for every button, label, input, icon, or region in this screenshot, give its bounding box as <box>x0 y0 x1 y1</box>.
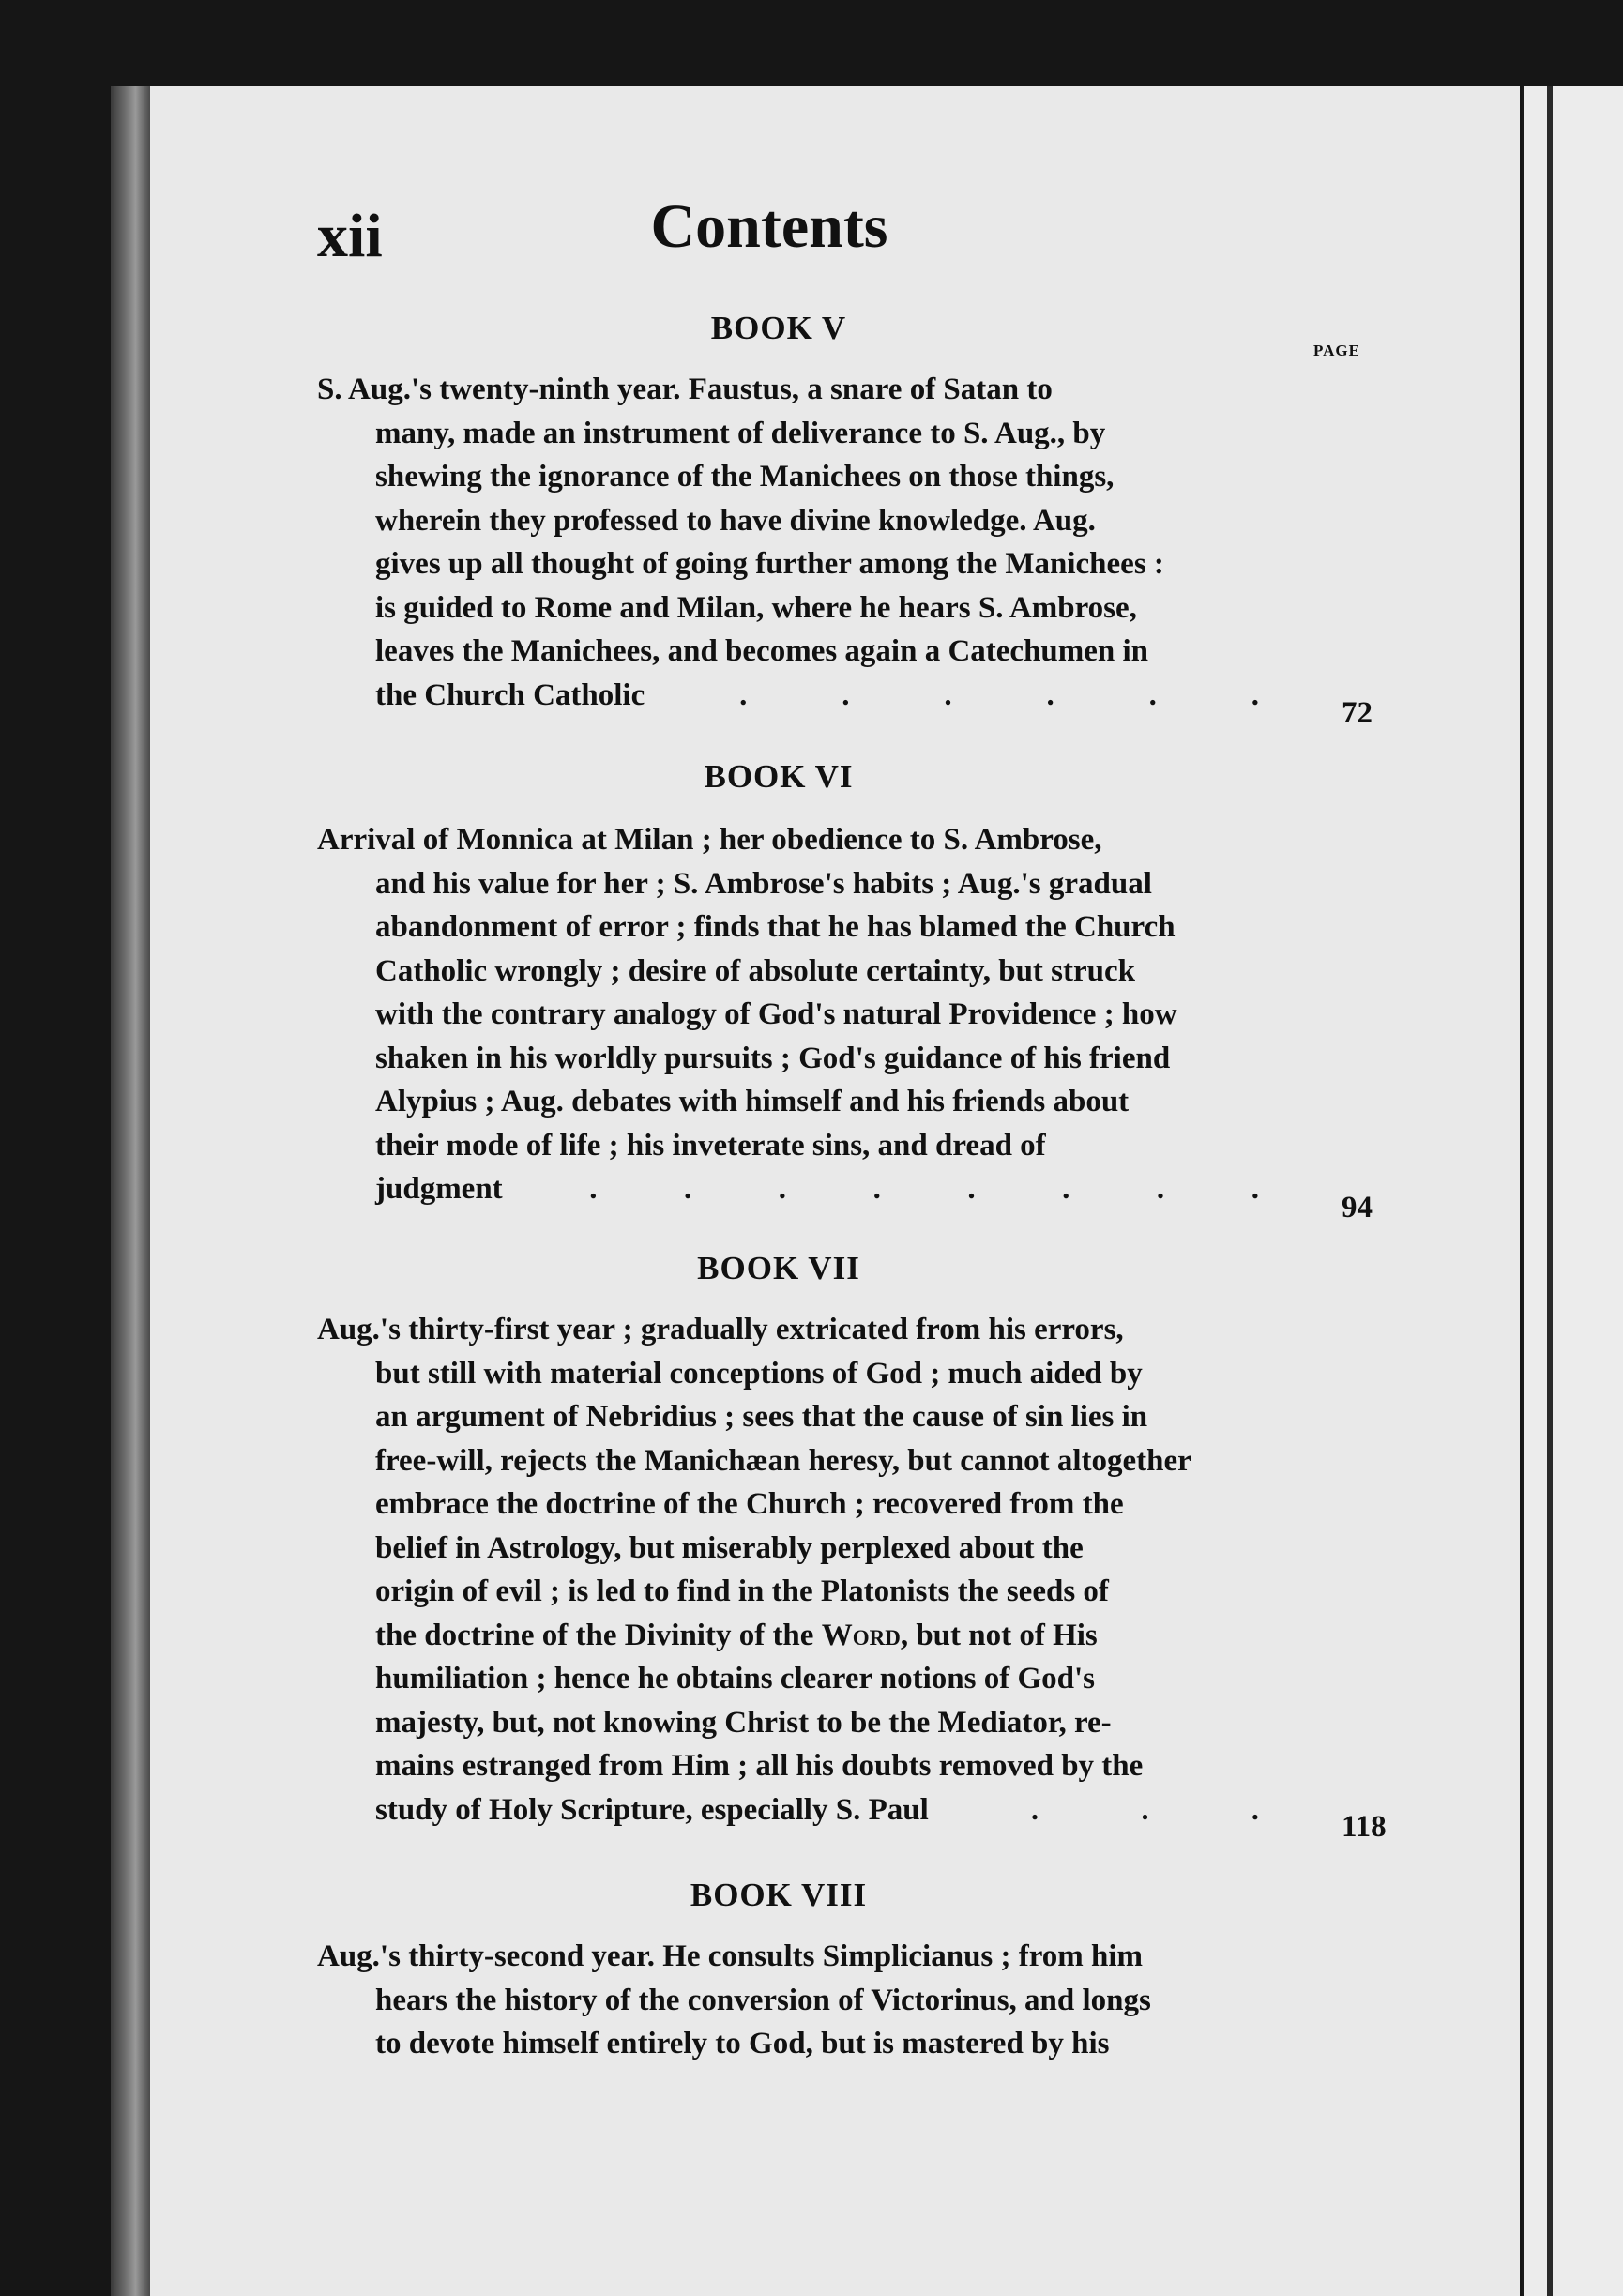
entry-line: humiliation ; hence he obtains clearer notions of God's <box>375 1662 1095 1695</box>
entry-line: judgment <box>375 1172 503 1206</box>
leader-dot: . <box>1251 677 1259 712</box>
page <box>150 86 1520 2296</box>
leader-dot: . <box>1156 1172 1165 1206</box>
entry-line: majesty, but, not knowing Christ to be the Mediator, re- <box>375 1705 1112 1740</box>
leader-dot: . <box>739 677 748 712</box>
entry-line: wherein they professed to have divine knowledge. Aug. <box>375 503 1096 538</box>
entry-last-line <box>317 674 1259 718</box>
leader-dot: . <box>684 1172 692 1206</box>
leader-dot: . <box>1141 1792 1149 1827</box>
entry-line: shewing the ignorance of the Manichees on those things, <box>375 460 1115 494</box>
entry-line: and his value for her ; S. Ambrose's habits ; Aug.'s gradual <box>375 866 1152 901</box>
book-heading: BOOK VI <box>704 758 854 795</box>
entry-line: but still with material conceptions of God ; much aided by <box>375 1356 1143 1391</box>
book-heading: BOOK VII <box>697 1250 860 1286</box>
leader-dot: . <box>1251 1172 1259 1206</box>
entry-line: with the contrary analogy of God's natural Providence ; how <box>375 997 1177 1031</box>
entry-line: Catholic wrongly ; desire of absolute certainty, but struck <box>375 953 1135 988</box>
entry-page-number: 118 <box>1342 1810 1387 1844</box>
contents-entry <box>317 818 1259 1211</box>
leader-dot: . <box>1251 1792 1259 1827</box>
page-number: xii <box>317 202 383 270</box>
entry-line: leaves the Manichees, and becomes again a Catechumen in <box>375 634 1149 668</box>
leader-dot: . <box>967 1172 976 1206</box>
entry-line: abandonment of error ; finds that he has blamed the Church <box>375 910 1176 944</box>
entry-last-line <box>317 1167 1259 1211</box>
contents-entry <box>317 1308 1259 1832</box>
entry-line: many, made an instrument of deliverance to S. Aug., by <box>375 416 1106 450</box>
entry-line: to devote himself entirely to God, but is mastered by his <box>375 2027 1110 2060</box>
entry-line: shaken in his worldly pursuits ; God's guidance of his friend <box>375 1041 1171 1075</box>
entry-line: the Church Catholic <box>375 677 645 712</box>
entry-line: the doctrine of the Divinity of the Word, but not of His <box>375 1618 1098 1652</box>
entry-line: mains estranged from Him ; all his doubts removed by the <box>375 1749 1144 1783</box>
page-title: Contents <box>650 192 888 261</box>
entry-line: S. Aug.'s twenty-ninth year. Faustus, a snare of Satan to <box>317 373 1053 406</box>
entry-page-number: 94 <box>1342 1191 1373 1224</box>
book-spine <box>111 86 156 2296</box>
page-gutter <box>1547 86 1553 2296</box>
leader-dot: . <box>842 677 850 712</box>
entry-line: hears the history of the conversion of Victorinus, and longs <box>375 1983 1151 2017</box>
contents-entry <box>317 368 1259 717</box>
entry-line: their mode of life ; his inveterate sins, and dread of <box>375 1128 1046 1163</box>
entry-line: study of Holy Scripture, especially S. Paul <box>375 1792 929 1827</box>
facing-page-edge <box>1522 86 1623 2296</box>
entry-line: is guided to Rome and Milan, where he hears S. Ambrose, <box>375 590 1137 625</box>
contents-entry <box>317 1935 1259 2066</box>
leader-dot: . <box>872 1172 881 1206</box>
leader-dot: . <box>1046 677 1054 712</box>
leader-dot: . <box>1062 1172 1070 1206</box>
entry-line: an argument of Nebridius ; sees that the cause of sin lies in <box>375 1400 1148 1434</box>
entry-last-line <box>317 1788 1259 1832</box>
book-heading: BOOK VIII <box>690 1877 868 1913</box>
entry-line: Arrival of Monnica at Milan ; her obedience to S. Ambrose, <box>317 823 1102 857</box>
leader-dot: . <box>589 1172 598 1206</box>
leader-dot: . <box>778 1172 787 1206</box>
leader-dot: . <box>944 677 952 712</box>
entry-line: embrace the doctrine of the Church ; recovered from the <box>375 1487 1124 1521</box>
book-heading: BOOK V <box>710 310 847 346</box>
entry-page-number: 72 <box>1342 696 1373 730</box>
entry-line: gives up all thought of going further among the Manichees : <box>375 547 1164 581</box>
entry-line: origin of evil ; is led to find in the Platonists the seeds of <box>375 1574 1109 1608</box>
entry-line: Aug.'s thirty-second year. He consults Simplicianus ; from him <box>317 1939 1144 1973</box>
entry-line: free-will, rejects the Manichæan heresy, but cannot altogether <box>375 1443 1191 1478</box>
entry-line: Alypius ; Aug. debates with himself and his friends about <box>375 1085 1130 1118</box>
page-column-label: PAGE <box>1313 342 1360 359</box>
entry-line: belief in Astrology, but miserably perplexed about the <box>375 1530 1084 1565</box>
leader-dot: . <box>1030 1792 1039 1827</box>
leader-dot: . <box>1148 677 1157 712</box>
entry-line: Aug.'s thirty-first year ; gradually extricated from his errors, <box>317 1313 1124 1346</box>
